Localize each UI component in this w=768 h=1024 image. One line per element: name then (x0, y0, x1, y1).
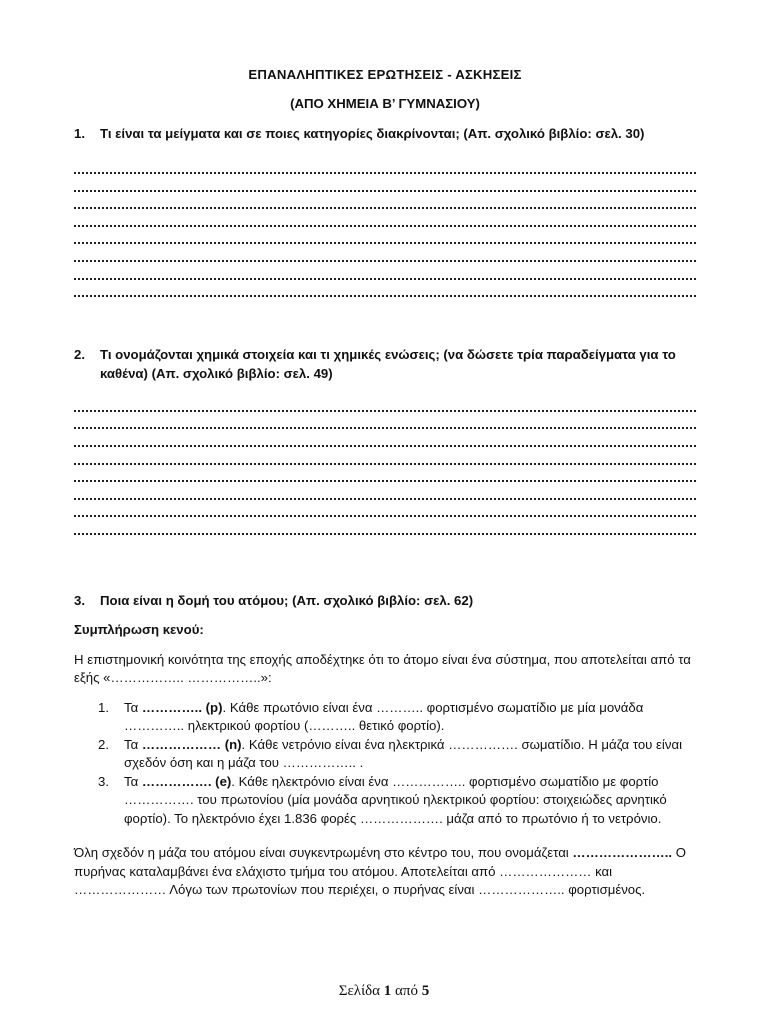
page-footer (0, 981, 768, 1002)
answer-line[interactable] (74, 285, 696, 303)
question-2-text: Τι ονομάζονται χημικά στοιχεία και τι χημικές ενώσεις; (να δώσετε τρία παραδείγματα για το καθένα) (Απ. σχολικό βιβλίο: σελ. 49) (100, 347, 676, 381)
list-item (74, 736, 696, 773)
answer-line[interactable] (74, 522, 696, 540)
document-title: ΕΠΑΝΑΛΗΠΤΙΚΕΣ ΕΡΩΤΗΣΕΙΣ - ΑΣΚΗΣΕΙΣ (248, 67, 522, 82)
item-lead: Τα (124, 736, 142, 752)
answer-lines-2[interactable] (74, 399, 696, 540)
document-subtitle: (ΑΠΟ ΧΗΜΕΙΑ Β’ ΓΥΜΝΑΣΙΟΥ) (290, 96, 480, 112)
answer-line[interactable] (74, 161, 696, 179)
answer-line[interactable] (74, 232, 696, 250)
answer-line[interactable] (74, 267, 696, 285)
list-item-text (124, 736, 696, 773)
list-item (74, 699, 696, 736)
answer-line[interactable] (74, 179, 696, 197)
list-item-number: 3. (98, 773, 109, 789)
footer-page-number: 1 (383, 983, 392, 999)
item-blank[interactable]: ……………. (e) (141, 773, 232, 789)
item-rest: . Κάθε πρωτόνιο είναι ένα ……….. φορτισμένο σωματίδιο με μία μονάδα ………….. ηλεκτρικού φορτίου (……….. θετικό φορτίο). (124, 699, 644, 734)
closing-lead: Όλη σχεδόν η μάζα του ατόμου είναι συγκεντρωμένη στο κέντρο του, που ονομάζεται (74, 845, 573, 861)
answer-line[interactable] (74, 214, 696, 232)
question-2 (74, 346, 696, 383)
fill-in-label: Συμπλήρωση κενού: (74, 622, 204, 638)
closing-paragraph (74, 844, 696, 899)
intro-paragraph: Η επιστημονική κοινότητα της εποχής αποδέχτηκε ότι το άτομο είναι ένα σύστημα, που αποτελείται από τα εξής «…………….. ……………..»: (74, 651, 691, 686)
closing-blank[interactable]: ………………….. (572, 845, 673, 861)
question-2-number: 2. (74, 347, 85, 363)
list-item (74, 773, 696, 828)
closing-rest: Ο πυρήνας καταλαμβάνει ένα ελάχιστο τμήμα του ατόμου. Αποτελείται από ………………… και ………………… Λόγω των πρωτονίων που περιέχει, ο πυρήνας είναι ……………….. φορτισμένος. (74, 845, 686, 898)
footer-prefix: Σελίδα (338, 983, 384, 999)
item-blank[interactable]: ………….. (p) (141, 699, 223, 715)
list-item-number: 2. (98, 736, 109, 752)
answer-line[interactable] (74, 452, 696, 470)
item-lead: Τα (124, 699, 142, 715)
list-item-text (124, 699, 696, 736)
footer-total-pages: 5 (421, 983, 430, 999)
question-1-number: 1. (74, 125, 85, 141)
question-3-text: Ποια είναι η δομή του ατόμου; (Απ. σχολικό βιβλίο: σελ. 62) (100, 592, 474, 608)
question-3 (74, 592, 696, 610)
answer-lines-1[interactable] (74, 161, 696, 302)
item-rest: . Κάθε νετρόνιο είναι ένα ηλεκτρικά ……………. σωματίδιο. Η μάζα του είναι σχεδόν όση και η μάζα του …………….. . (124, 736, 683, 771)
answer-line[interactable] (74, 399, 696, 417)
fill-in-list (74, 699, 696, 828)
question-1 (74, 125, 696, 143)
answer-line[interactable] (74, 417, 696, 435)
list-item-text (124, 773, 696, 828)
item-blank[interactable]: ……………… (n) (141, 736, 242, 752)
page-content (74, 66, 696, 900)
list-item-number: 1. (98, 699, 109, 715)
item-lead: Τα (124, 773, 142, 789)
answer-line[interactable] (74, 434, 696, 452)
answer-line[interactable] (74, 505, 696, 523)
item-rest: . Κάθε ηλεκτρόνιο είναι ένα …………….. φορτισμένο σωματίδιο με φορτίο ……………. του πρωτονίου (μία μονάδα αρνητικού ηλεκτρικού φορτίου: στοιχειώδες αρνητικό φορτίο). Το ηλεκτρόνιο έχει 1.836 φορές ………………. μάζα από το πρωτόνιο ή το νετρόνιο. (124, 773, 667, 826)
footer-middle: από (391, 983, 422, 999)
answer-line[interactable] (74, 197, 696, 215)
question-1-text: Τι είναι τα μείγματα και σε ποιες κατηγορίες διακρίνονται; (Απ. σχολικό βιβλίο: σελ. 30) (100, 125, 645, 141)
answer-line[interactable] (74, 470, 696, 488)
question-3-number: 3. (74, 592, 85, 608)
answer-line[interactable] (74, 249, 696, 267)
answer-line[interactable] (74, 487, 696, 505)
